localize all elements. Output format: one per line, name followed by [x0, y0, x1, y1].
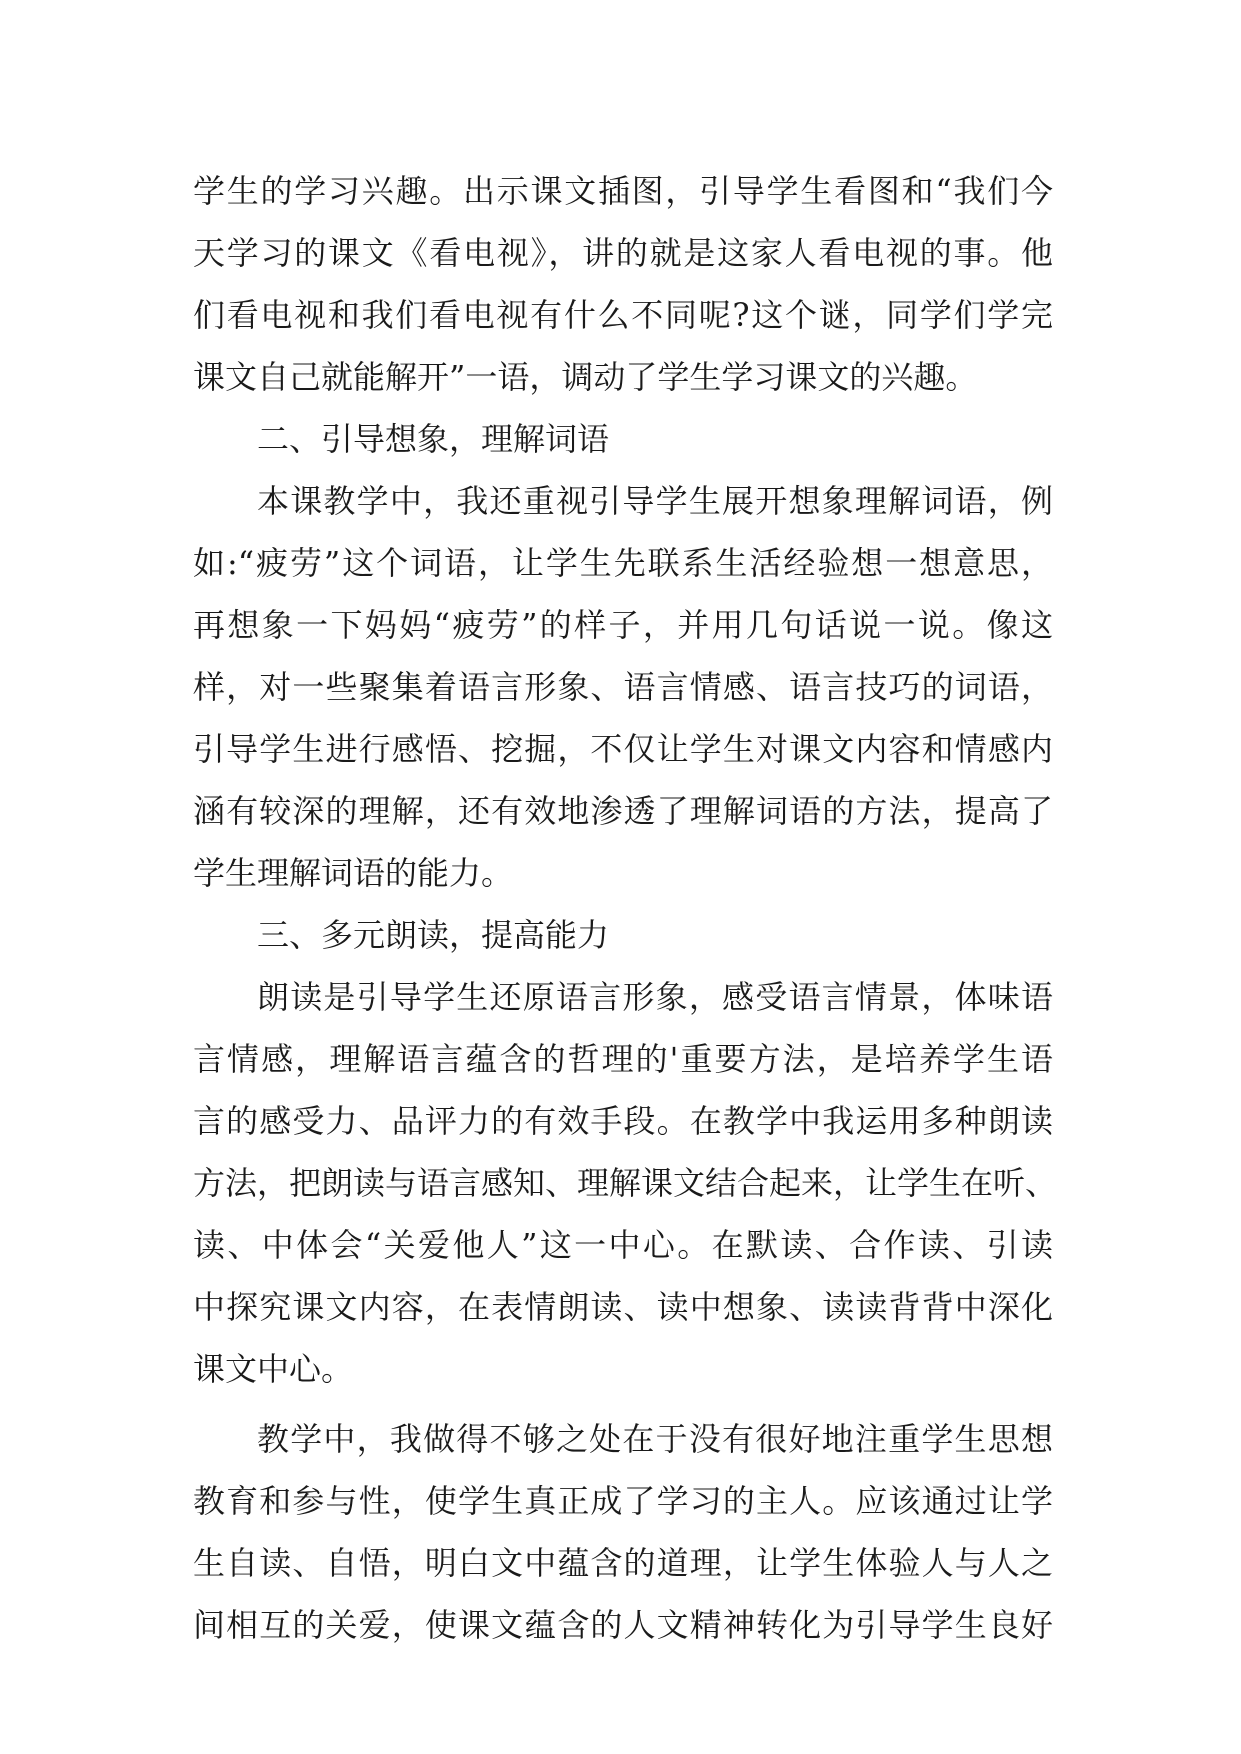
paragraph-line: 读、中体会“关爱他人”这一中心。在默读、合作读、引读 — [193, 1226, 1053, 1264]
paragraph-line: 方法，把朗读与语言感知、理解课文结合起来，让学生在听、 — [193, 1164, 1058, 1202]
paragraph-line: 间相互的关爱，使课文蕴含的人文精神转化为引导学生良好 — [193, 1606, 1053, 1644]
paragraph-line: 们看电视和我们看电视有什么不同呢?这个谜，同学们学完 — [193, 296, 1053, 334]
paragraph-line: 样，对一些聚集着语言形象、语言情感、语言技巧的词语， — [193, 668, 1053, 706]
paragraph-line: 中探究课文内容，在表情朗读、读中想象、读读背背中深化 — [193, 1288, 1053, 1326]
paragraph-line: 本课教学中，我还重视引导学生展开想象理解词语，例 — [257, 482, 1053, 520]
paragraph-gap — [193, 1400, 1053, 1408]
paragraph-line: 天学习的课文《看电视》，讲的就是这家人看电视的事。他 — [193, 234, 1053, 272]
paragraph-line: 生自读、自悟，明白文中蕴含的道理，让学生体验人与人之 — [193, 1544, 1053, 1582]
paragraph-line: 课文自己就能解开”一语，调动了学生学习课文的兴趣。 — [193, 358, 978, 396]
section-heading: 三、多元朗读，提高能力 — [257, 916, 610, 954]
paragraph-line: 涵有较深的理解，还有效地渗透了理解词语的方法，提高了 — [193, 792, 1053, 830]
section-heading: 二、引导想象，理解词语 — [257, 420, 610, 458]
document-body — [193, 160, 1058, 1656]
paragraph-line: 朗读是引导学生还原语言形象，感受语言情景，体味语 — [257, 978, 1053, 1016]
paragraph-line: 再想象一下妈妈“疲劳”的样子，并用几句话说一说。像这 — [193, 606, 1053, 644]
paragraph-line: 学生理解词语的能力。 — [193, 854, 514, 892]
paragraph-line: 言情感，理解语言蕴含的哲理的'重要方法，是培养学生语 — [193, 1040, 1053, 1078]
paragraph-line: 教育和参与性，使学生真正成了学习的主人。应该通过让学 — [193, 1482, 1053, 1520]
paragraph-line: 如:“疲劳”这个词语，让学生先联系生活经验想一想意思， — [193, 544, 1053, 582]
paragraph-line: 教学中，我做得不够之处在于没有很好地注重学生思想 — [257, 1420, 1053, 1458]
paragraph-line: 学生的学习兴趣。出示课文插图，引导学生看图和“我们今 — [193, 172, 1053, 210]
paragraph-line: 课文中心。 — [193, 1350, 354, 1388]
paragraph-line: 言的感受力、品评力的有效手段。在教学中我运用多种朗读 — [193, 1102, 1053, 1140]
paragraph-line: 引导学生进行感悟、挖掘，不仅让学生对课文内容和情感内 — [193, 730, 1053, 768]
